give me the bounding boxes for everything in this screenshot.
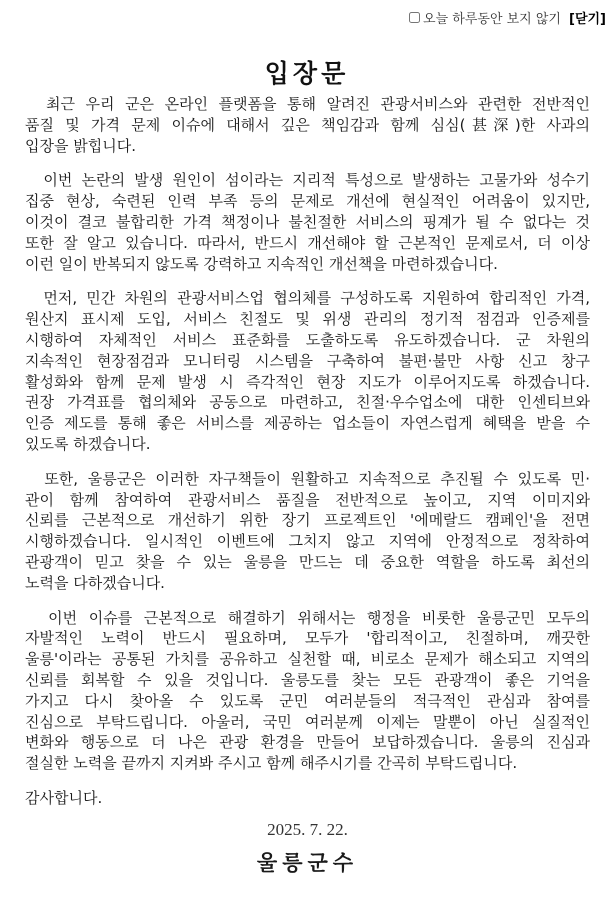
paragraph: [25, 94, 590, 156]
paragraph-line: 관이 함께 참여하여 관광서비스 품질을 전반적으로 높이고, 지역 이미지와: [25, 490, 590, 509]
paragraph-line: 입장을 밝힙니다.: [25, 136, 136, 155]
paragraph-line: 권장 가격표를 협의체와 공동으로 마련하고, 친절·우수업소에 대한 인센티브와: [25, 393, 590, 412]
paragraph-line: 최근 우리 군은 온라인 플랫폼을 통해 알려진 관광서비스와 관련한 전반적인: [25, 95, 590, 113]
paragraph-line: 활성화와 함께 문제 발생 시 즉각적인 현장 지도가 이루어지도록 하겠습니다.: [25, 372, 590, 391]
dont-show-today-checkbox[interactable]: [409, 8, 561, 27]
paragraph-line: 이번 이슈를 근본적으로 해결하기 위해서는 행정을 비롯한 울릉군민 모두의: [25, 608, 590, 627]
paragraph-line: 원산지 표시제 도입, 서비스 친절도 및 위생 관리의 정기적 점검과 인증제를: [25, 310, 590, 329]
closing-text: 감사합니다.: [25, 788, 103, 807]
paragraph: [25, 288, 590, 454]
checkbox[interactable]: [409, 12, 420, 23]
paragraph-line: 신뢰를 근본적으로 개선하기 위한 장기 프로젝트인 '에메랄드 캠페인'을 전면: [25, 511, 590, 530]
paragraphs: [25, 94, 590, 774]
paragraph-line: 있도록 하겠습니다.: [25, 434, 151, 453]
paragraph: [25, 469, 590, 594]
paragraph-line: 시행하여 자체적인 서비스 표준화를 도출하도록 유도하겠습니다. 군 차원의: [25, 330, 590, 349]
paragraph-line: 또한, 울릉군은 이러한 자구책들이 원활하고 지속적으로 추진될 수 있도록 민·: [25, 469, 590, 488]
paragraph-line: 절실한 노력을 끝까지 지켜봐 주시고 함께 해주시기를 간곡히 부탁드립니다.: [25, 754, 518, 773]
paragraph-line: 시행하겠습니다. 일시적인 이벤트에 그치지 않고 지역에 안정적으로 정착하여: [25, 532, 590, 551]
paragraph-line: 울릉'이라는 공통된 가치를 공유하고 실천할 때, 비로소 문제가 해소되고 지역의: [25, 650, 590, 669]
paragraph: [25, 608, 590, 774]
paragraph-line: 지속적인 현장점검과 모니터링 시스템을 구축하여 불편·불만 사항 신고 창구: [25, 351, 590, 370]
paragraph-line: 이런 일이 반복되지 않도록 강력하고 지속적인 개선책을 마련하겠습니다.: [25, 254, 498, 273]
paragraph-line: 인증 제도를 통해 좋은 서비스를 제공하는 업소들이 자연스럽게 혜택을 받을 수: [25, 414, 590, 433]
paragraph-line: 신뢰를 회복할 수 있을 것입니다. 울릉도를 찾는 모든 관광객이 좋은 기억을: [25, 670, 590, 689]
paragraph-line: 변화와 행동으로 더 나은 관광 환경을 만들어 보답하겠습니다. 울릉의 진심과: [25, 733, 590, 752]
paragraph-line: 이번 논란의 발생 원인이 섬이라는 지리적 특성으로 발생하는 고물가와 성수기: [25, 171, 590, 190]
paragraph-line: 관광객이 믿고 찾을 수 있는 울릉을 만드는 데 중요한 역할을 하도록 최선의: [25, 552, 590, 571]
paragraph-line: 집중 현상, 숙련된 인력 부족 등의 문제로 개선에 현실적인 어려움이 있지만,: [25, 192, 590, 211]
statement-body: [25, 94, 590, 877]
paragraph: [25, 170, 590, 274]
paragraph-line: 가지고 다시 찾아올 수 있도록 군민 여러분들의 적극적인 관심과 참여를: [25, 691, 590, 710]
signature: 울릉군수: [256, 850, 359, 875]
paragraph-line: 이것이 결코 불합리한 가격 책정이나 불친절한 서비스의 핑계가 될 수 없다는 것: [25, 212, 590, 231]
page-title: 입장문: [264, 59, 350, 88]
paragraph-line: 또한 잘 알고 있습니다. 따라서, 반드시 개선해야 할 근본적인 문제로서, 더 이상: [25, 233, 590, 252]
paragraph-line: 진심으로 부탁드립니다. 아울러, 국민 여러분께 이제는 말뿐이 아닌 실질적인: [25, 712, 590, 731]
paragraph-line: 먼저, 민간 차원의 관광서비스업 협의체를 구성하도록 지원하여 합리적인 가격,: [25, 289, 590, 308]
close-button[interactable]: [닫기]: [569, 12, 606, 27]
paragraph-line: 품질 및 가격 문제 이슈에 대해서 깊은 책임감과 함께 심심(甚深)한 사과의: [25, 115, 590, 134]
popup-controls: [409, 8, 606, 27]
paragraph-line: 자발적인 노력이 반드시 필요하며, 모두가 '합리적이고, 친절하며, 깨끗한: [25, 629, 590, 648]
dont-show-today-label: 오늘 하루동안 보지 않기: [423, 12, 561, 27]
paragraph-line: 노력을 다하겠습니다.: [25, 573, 165, 592]
date: 2025. 7. 22.: [267, 819, 348, 839]
